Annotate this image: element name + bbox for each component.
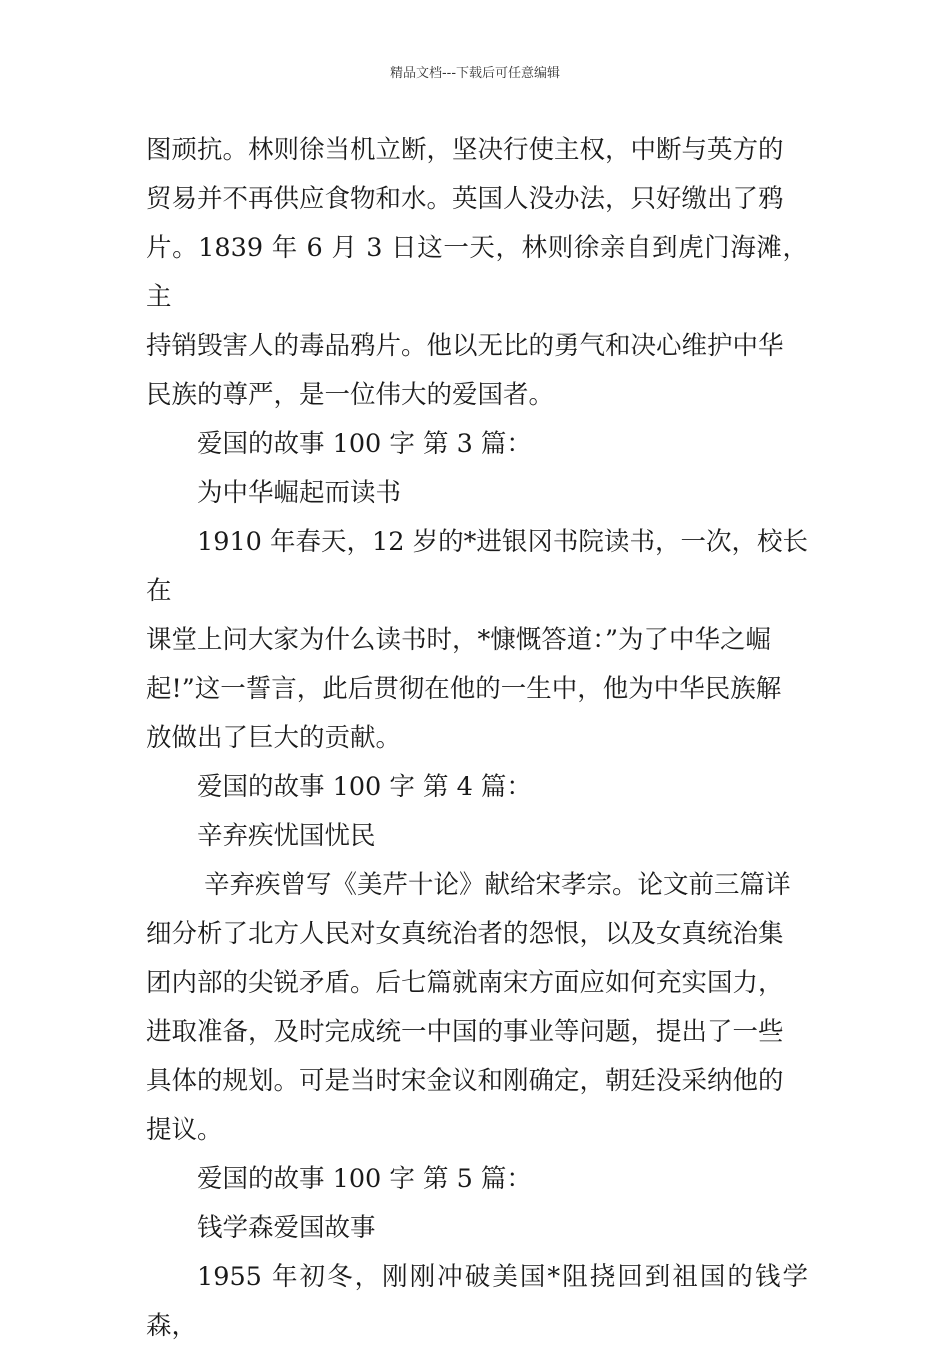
text-line: 片。1839 年 6 月 3 日这一天，林则徐亲自到虎门海滩，主: [146, 233, 808, 312]
text-line: 图顽抗。林则徐当机立断，坚决行使主权，中断与英方的: [146, 135, 784, 165]
text-line: 民族的尊严，是一位伟大的爱国者。: [146, 380, 555, 410]
text-line: 1955 年初冬，刚刚冲破美国*阻挠回到祖国的钱学森，: [146, 1262, 808, 1341]
story-title: 辛弃疾忧国忧民: [197, 821, 376, 851]
text-line: 细分析了北方人民对女真统治者的怨恨，以及女真统治集: [146, 919, 784, 949]
text-line: 贸易并不再供应食物和水。英国人没办法，只好缴出了鸦: [146, 184, 784, 214]
section-heading: 爱国的故事 100 字 第 4 篇：: [197, 772, 532, 802]
text-line: 放做出了巨大的贡献。: [146, 723, 402, 753]
text-line: 团内部的尖锐矛盾。后七篇就南宋方面应如何充实国力，: [146, 968, 784, 998]
section-heading: 爱国的故事 100 字 第 5 篇：: [197, 1164, 532, 1194]
text-line: 提议。: [146, 1115, 223, 1145]
section-heading: 爱国的故事 100 字 第 3 篇：: [197, 429, 532, 459]
text-line: 起!”这一誓言，此后贯彻在他的一生中，他为中华民族解: [146, 674, 782, 704]
page-header: 精品文档---下载后可任意编辑: [389, 66, 561, 81]
document-body: [146, 126, 808, 1351]
story-title: 为中华崛起而读书: [197, 478, 402, 508]
text-line: 进取准备，及时完成统一中国的事业等问题，提出了一些: [146, 1017, 784, 1047]
text-line: 课堂上问大家为什么读书时，*慷慨答道：”为了中华之崛: [146, 625, 772, 655]
text-line: 具体的规划。可是当时宋金议和刚确定，朝廷没采纳他的: [146, 1066, 784, 1096]
text-line: 持销毁害人的毒品鸦片。他以无比的勇气和决心维护中华: [146, 331, 784, 361]
text-line: 辛弃疾曾写《美芹十论》献给宋孝宗。论文前三篇详: [204, 870, 791, 900]
text-line: 1910 年春天，12 岁的*进银冈书院读书，一次，校长在: [146, 527, 808, 606]
story-title: 钱学森爱国故事: [197, 1213, 376, 1243]
